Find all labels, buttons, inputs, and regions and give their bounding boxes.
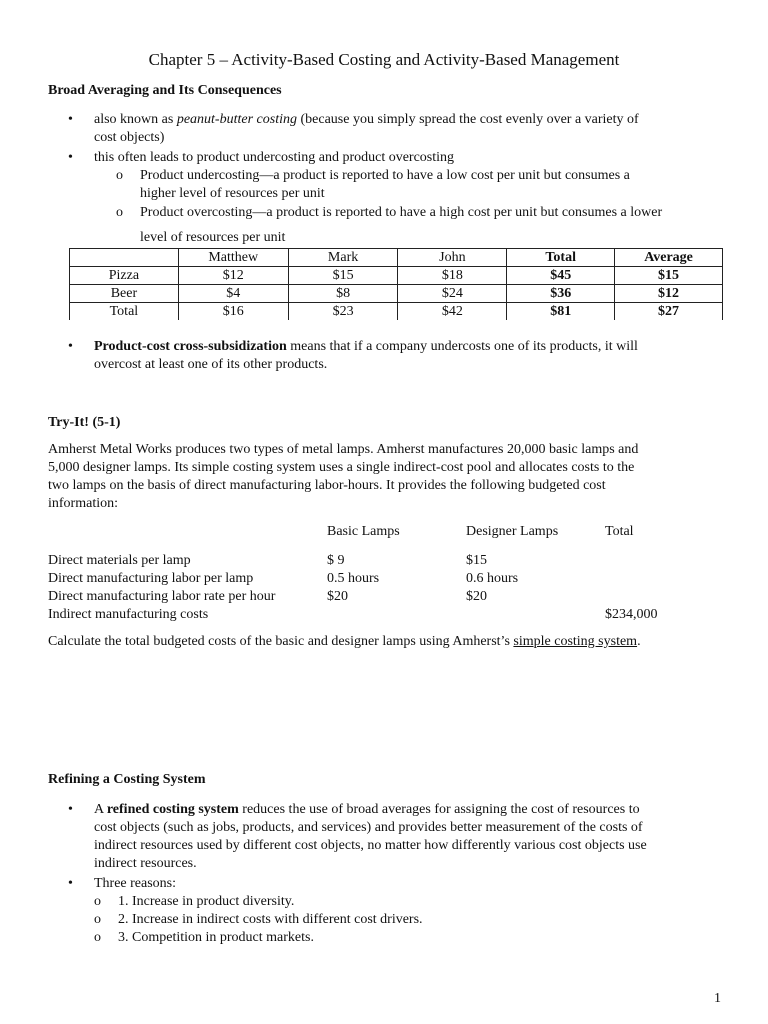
bullet-text-continued: indirect resources used by different cost objects, no matter how differently various cost objects use <box>94 838 647 853</box>
subbullet-text-continued: level of resources per unit <box>140 230 286 245</box>
table-row <box>70 285 723 303</box>
page-title: Chapter 5 – Activity-Based Costing and Activity-Based Management <box>148 50 620 69</box>
bullet-text-continued: cost objects (such as jobs, products, and services) and provides better measurement of the costs of <box>94 820 643 835</box>
column-header-total: Total <box>605 524 634 539</box>
table-cell: Total <box>70 303 179 321</box>
term-cross-subsidization: Product-cost cross-subsidization <box>94 339 287 354</box>
cost-row-label: Direct materials per lamp <box>48 553 191 568</box>
bullet-text: also known as <box>94 112 177 127</box>
paragraph-line: 5,000 designer lamps. Its simple costing system uses a single indirect-cost pool and allocates costs to the <box>48 460 635 475</box>
bullet-peanut-butter <box>94 111 639 129</box>
column-header-basic-lamps: Basic Lamps <box>327 524 400 539</box>
subbullet-text-continued: higher level of resources per unit <box>140 186 325 201</box>
section-heading-refining: Refining a Costing System <box>48 772 206 787</box>
table-cell: $4 <box>178 285 288 303</box>
bullet-refined-costing <box>94 801 640 819</box>
reason-item: o 1. Increase in product diversity. <box>118 893 294 911</box>
subbullet-overcosting: o Product overcosting—a product is reported to have a high cost per unit but consumes a lower <box>140 204 662 222</box>
table-cell: $12 <box>615 285 723 303</box>
reason-item: o 2. Increase in indirect costs with different cost drivers. <box>118 911 423 929</box>
bullet-text: (because you simply spread the cost evenly over a variety of <box>296 112 639 127</box>
instruction-text: . <box>637 634 641 649</box>
cost-row-designer: $20 <box>466 589 487 604</box>
reason-item: o 3. Competition in product markets. <box>118 929 314 947</box>
cost-row-basic: $ 9 <box>327 553 345 568</box>
bullet-cross-subsidization <box>94 338 638 356</box>
table-cell: $36 <box>507 285 615 303</box>
table-cell: $42 <box>398 303 507 321</box>
cost-row-designer: 0.6 hours <box>466 571 519 586</box>
table-header-cell: Mark <box>288 249 398 267</box>
table-cell: $24 <box>398 285 507 303</box>
paragraph-line: two lamps on the basis of direct manufacturing labor-hours. It provides the following budgeted cost <box>48 478 606 493</box>
table-header-cell: Average <box>615 249 723 267</box>
bullet-three-reasons: • Three reasons: <box>94 875 176 893</box>
table-cell: Pizza <box>70 267 179 285</box>
cost-row-label: Direct manufacturing labor rate per hour <box>48 589 276 604</box>
table-header-cell: Matthew <box>178 249 288 267</box>
bullet-undercosting-overcosting: • this often leads to product undercosting and product overcosting <box>94 149 454 167</box>
bullet-text: means that if a company undercosts one of its products, it will <box>286 339 638 354</box>
table-row <box>70 303 723 321</box>
table-cell: $81 <box>507 303 615 321</box>
cost-row-label: Direct manufacturing labor per lamp <box>48 571 254 586</box>
section-heading-broad-averaging: Broad Averaging and Its Consequences <box>48 83 282 98</box>
instruction-text: Calculate the total budgeted costs of the basic and designer lamps using Amherst’s <box>48 634 514 649</box>
costing-table <box>69 248 723 320</box>
table-cell: $8 <box>288 285 398 303</box>
table-cell: $23 <box>288 303 398 321</box>
bullet-text-continued: overcost at least one of its other products. <box>94 357 328 372</box>
page-number: 1 <box>714 991 721 1006</box>
table-cell: $27 <box>615 303 723 321</box>
table-row <box>70 267 723 285</box>
bullet-text: A <box>94 802 107 817</box>
column-header-designer-lamps: Designer Lamps <box>466 524 559 539</box>
term-simple-costing-system: simple costing system <box>513 634 638 649</box>
cost-row-label: Indirect manufacturing costs <box>48 607 209 622</box>
bullet-text-continued: indirect resources. <box>94 856 197 871</box>
paragraph-line: Amherst Metal Works produces two types of metal lamps. Amherst manufactures 20,000 basic lamps and <box>48 442 639 457</box>
table-cell: Beer <box>70 285 179 303</box>
table-cell: $12 <box>178 267 288 285</box>
cost-row-basic: 0.5 hours <box>327 571 380 586</box>
bullet-text-continued: cost objects) <box>94 130 165 145</box>
cost-row-basic: $20 <box>327 589 348 604</box>
table-cell: $15 <box>288 267 398 285</box>
paragraph-line: information: <box>48 496 118 511</box>
table-header-cell: Total <box>507 249 615 267</box>
cost-row-total: $234,000 <box>605 607 658 622</box>
cost-row-designer: $15 <box>466 553 487 568</box>
calculate-instruction <box>48 633 641 651</box>
table-cell: $16 <box>178 303 288 321</box>
table-cell: $18 <box>398 267 507 285</box>
term-refined-costing-system: refined costing system <box>106 802 239 817</box>
table-cell: $15 <box>615 267 723 285</box>
subbullet-undercosting: o Product undercosting—a product is reported to have a low cost per unit but consumes a <box>140 167 630 185</box>
section-heading-try-it: Try-It! (5-1) <box>48 415 121 430</box>
bullet-text: reduces the use of broad averages for assigning the cost of resources to <box>238 802 640 817</box>
table-header-cell: John <box>398 249 507 267</box>
table-header-cell <box>70 249 179 267</box>
table-cell: $45 <box>507 267 615 285</box>
term-peanut-butter-costing: peanut-butter costing <box>176 112 297 127</box>
table-header-row <box>70 249 723 267</box>
